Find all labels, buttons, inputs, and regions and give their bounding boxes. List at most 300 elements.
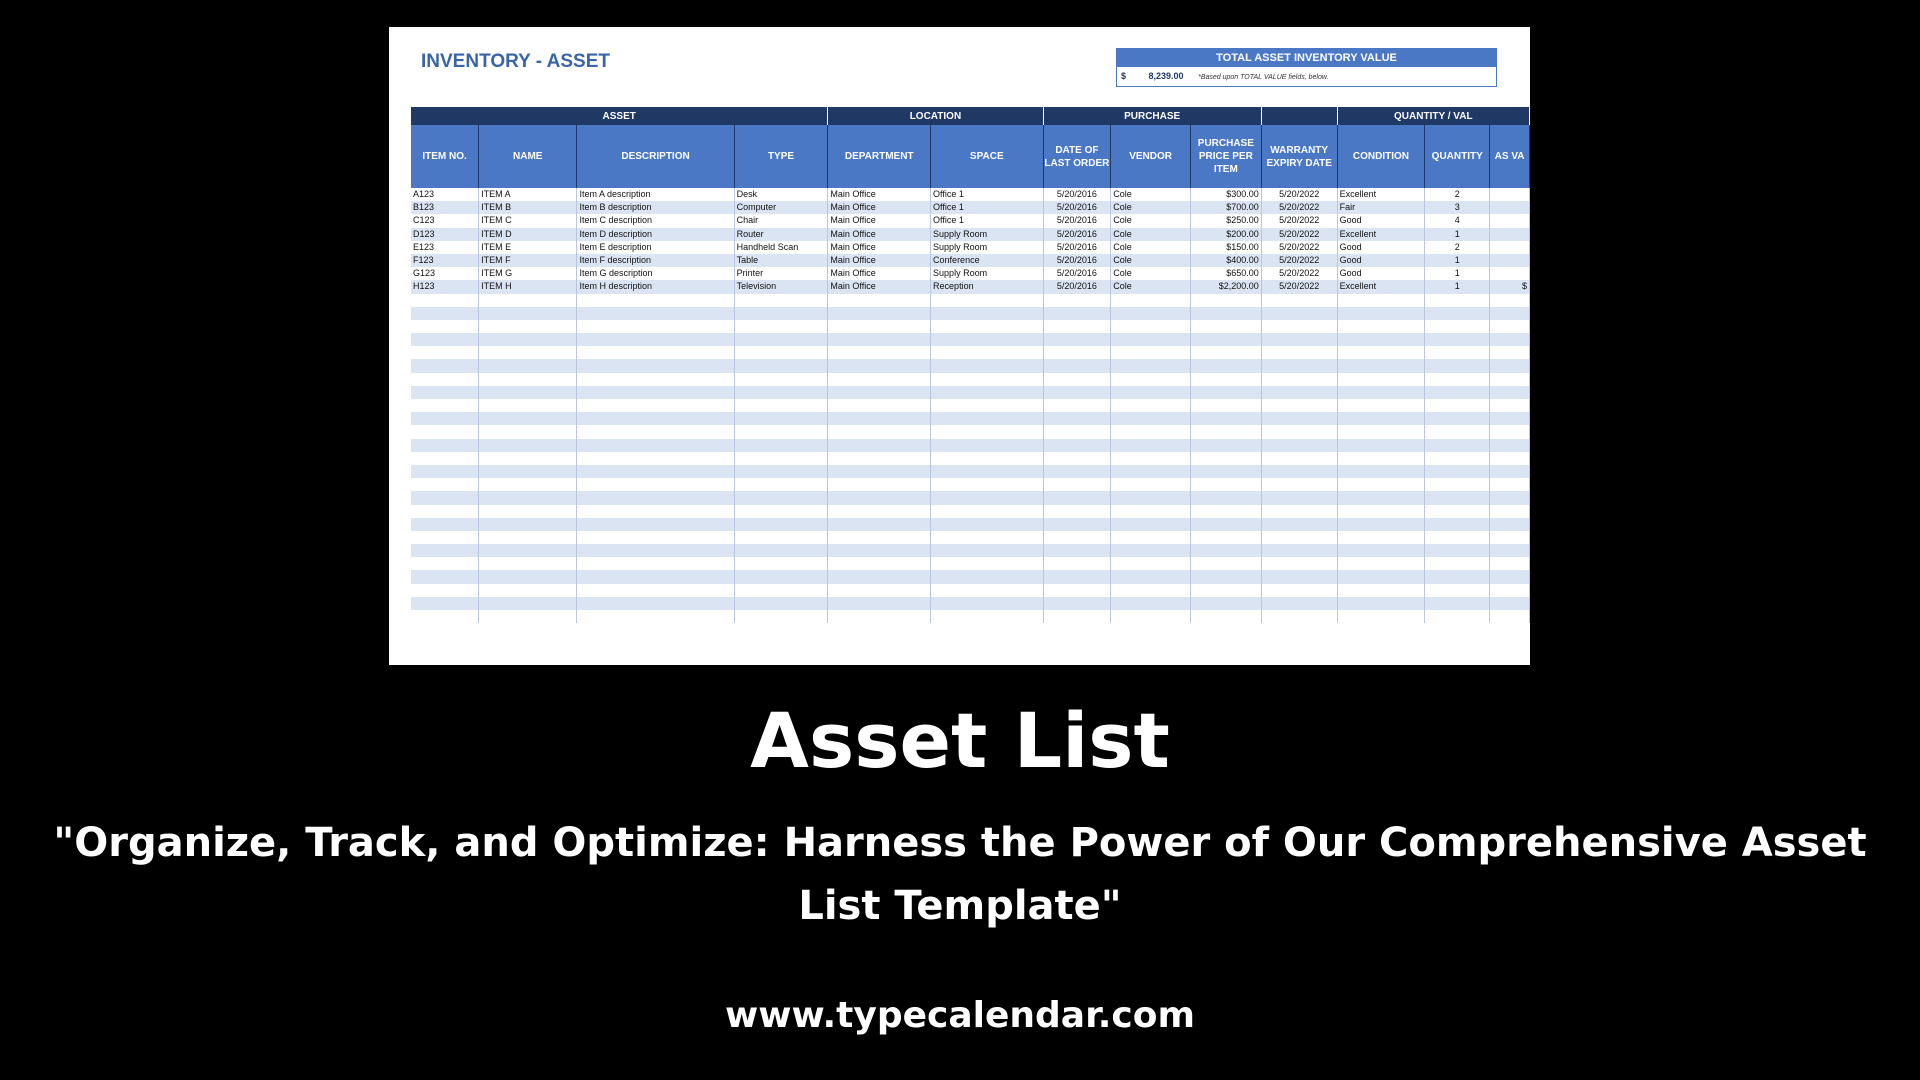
group-header: ASSET (411, 107, 828, 125)
table-cell (1490, 399, 1530, 412)
table-cell (931, 505, 1043, 518)
table-cell: $650.00 (1190, 267, 1261, 280)
column-header: DEPARTMENT (828, 125, 931, 188)
table-cell (577, 531, 734, 544)
table-row (411, 280, 1530, 293)
table-cell (734, 452, 828, 465)
table-cell (1261, 425, 1337, 438)
table-cell (828, 346, 931, 359)
column-header: DESCRIPTION (577, 125, 734, 188)
table-cell (1490, 228, 1530, 241)
table-cell: Excellent (1337, 228, 1425, 241)
table-cell (931, 320, 1043, 333)
table-cell (479, 505, 577, 518)
table-cell (1490, 439, 1530, 452)
table-cell (411, 505, 479, 518)
table-cell (1190, 294, 1261, 307)
table-cell (1490, 597, 1530, 610)
table-cell (1190, 373, 1261, 386)
table-cell: $2,200.00 (1190, 280, 1261, 293)
table-cell (1261, 320, 1337, 333)
group-header (1261, 107, 1337, 125)
table-cell: ITEM H (479, 280, 577, 293)
table-cell (479, 320, 577, 333)
table-cell (734, 333, 828, 346)
table-cell: Cole (1111, 254, 1191, 267)
table-cell (577, 518, 734, 531)
table-cell (479, 346, 577, 359)
table-cell: ITEM C (479, 214, 577, 227)
table-cell (1337, 386, 1425, 399)
table-cell: C123 (411, 214, 479, 227)
table-cell (1490, 346, 1530, 359)
table-cell (828, 452, 931, 465)
table-cell (1337, 544, 1425, 557)
table-cell (828, 386, 931, 399)
table-cell (1190, 359, 1261, 372)
table-cell: E123 (411, 241, 479, 254)
table-cell (411, 465, 479, 478)
table-cell (1190, 346, 1261, 359)
table-cell (1261, 478, 1337, 491)
table-cell (1043, 346, 1111, 359)
table-cell (828, 518, 931, 531)
table-cell (1190, 518, 1261, 531)
table-body (411, 188, 1530, 623)
table-cell: Cole (1111, 228, 1191, 241)
sheet-title: INVENTORY - ASSET (421, 51, 610, 72)
table-cell: Office 1 (931, 201, 1043, 214)
table-cell (1337, 452, 1425, 465)
table-cell (1111, 373, 1191, 386)
table-cell (931, 465, 1043, 478)
table-cell: 5/20/2022 (1261, 280, 1337, 293)
table-cell (577, 425, 734, 438)
table-cell (479, 610, 577, 623)
table-cell (1425, 307, 1490, 320)
table-cell (1190, 544, 1261, 557)
table-cell (931, 307, 1043, 320)
table-cell (734, 359, 828, 372)
table-cell: Cole (1111, 280, 1191, 293)
table-cell: 5/20/2016 (1043, 201, 1111, 214)
table-cell: Chair (734, 214, 828, 227)
table-cell (1111, 452, 1191, 465)
table-cell (1261, 597, 1337, 610)
site-url: www.typecalendar.com (725, 995, 1195, 1036)
table-cell (734, 557, 828, 570)
table-cell (1261, 505, 1337, 518)
asset-table (411, 107, 1530, 623)
table-cell (1261, 439, 1337, 452)
total-note: *Based upon TOTAL VALUE fields, below. (1198, 74, 1329, 81)
table-cell: Excellent (1337, 280, 1425, 293)
table-cell (577, 412, 734, 425)
table-cell: Supply Room (931, 267, 1043, 280)
table-cell (828, 439, 931, 452)
table-cell (411, 518, 479, 531)
table-cell (734, 518, 828, 531)
table-cell (411, 386, 479, 399)
table-cell (1111, 610, 1191, 623)
table-cell: Cole (1111, 241, 1191, 254)
table-cell (411, 425, 479, 438)
table-cell (1425, 570, 1490, 583)
table-cell: Conference (931, 254, 1043, 267)
table-cell (828, 333, 931, 346)
table-row (411, 531, 1530, 544)
table-cell (1043, 373, 1111, 386)
table-row (411, 544, 1530, 557)
table-cell (931, 386, 1043, 399)
table-cell (734, 505, 828, 518)
table-cell (577, 294, 734, 307)
column-header: WARRANTY EXPIRY DATE (1261, 125, 1337, 188)
group-header-row (411, 107, 1530, 125)
table-cell: $400.00 (1190, 254, 1261, 267)
table-cell (734, 465, 828, 478)
table-cell (1111, 584, 1191, 597)
table-cell (828, 505, 931, 518)
table-cell: 5/20/2022 (1261, 201, 1337, 214)
table-cell (1490, 531, 1530, 544)
table-cell: Item H description (577, 280, 734, 293)
table-cell (577, 610, 734, 623)
table-cell (1337, 346, 1425, 359)
table-cell (479, 465, 577, 478)
table-cell (1043, 531, 1111, 544)
table-cell (1490, 214, 1530, 227)
table-cell (479, 333, 577, 346)
table-row (411, 373, 1530, 386)
table-cell: F123 (411, 254, 479, 267)
table-cell (577, 491, 734, 504)
table-cell: Cole (1111, 201, 1191, 214)
group-header: LOCATION (828, 107, 1043, 125)
table-cell (734, 386, 828, 399)
table-cell (411, 531, 479, 544)
table-cell (1337, 359, 1425, 372)
table-cell (1261, 399, 1337, 412)
table-cell: ITEM D (479, 228, 577, 241)
table-cell (411, 439, 479, 452)
table-cell (734, 425, 828, 438)
table-cell (1490, 320, 1530, 333)
table-cell (1043, 386, 1111, 399)
table-cell (1261, 584, 1337, 597)
table-cell (1337, 333, 1425, 346)
table-cell (411, 359, 479, 372)
table-cell (734, 531, 828, 544)
table-cell (1490, 333, 1530, 346)
table-cell (1043, 412, 1111, 425)
table-cell (479, 399, 577, 412)
table-cell: 5/20/2016 (1043, 267, 1111, 280)
table-cell (411, 610, 479, 623)
table-cell (1111, 439, 1191, 452)
table-row (411, 570, 1530, 583)
table-cell (1337, 557, 1425, 570)
table-cell (1425, 412, 1490, 425)
table-cell: Office 1 (931, 214, 1043, 227)
table-cell (1111, 518, 1191, 531)
table-cell (577, 597, 734, 610)
table-cell (577, 333, 734, 346)
table-row (411, 505, 1530, 518)
table-cell: 5/20/2022 (1261, 188, 1337, 201)
table-cell (1111, 544, 1191, 557)
table-cell (1337, 570, 1425, 583)
table-cell: Main Office (828, 254, 931, 267)
table-cell (828, 412, 931, 425)
table-cell (931, 544, 1043, 557)
table-row (411, 399, 1530, 412)
table-cell (1490, 465, 1530, 478)
table-cell: Good (1337, 267, 1425, 280)
table-cell: Television (734, 280, 828, 293)
table-cell (577, 346, 734, 359)
table-cell (1425, 346, 1490, 359)
table-cell: 5/20/2016 (1043, 241, 1111, 254)
table-cell (577, 544, 734, 557)
column-header: CONDITION (1337, 125, 1425, 188)
table-cell (577, 373, 734, 386)
table-cell (734, 544, 828, 557)
table-cell (1190, 531, 1261, 544)
table-cell (734, 439, 828, 452)
table-cell (1261, 412, 1337, 425)
table-cell: Main Office (828, 280, 931, 293)
column-header: NAME (479, 125, 577, 188)
table-cell (479, 425, 577, 438)
table-cell (1190, 505, 1261, 518)
table-cell (1337, 584, 1425, 597)
table-cell: Item A description (577, 188, 734, 201)
table-cell (479, 412, 577, 425)
table-cell: Item E description (577, 241, 734, 254)
table-cell (734, 307, 828, 320)
spreadsheet-screenshot (389, 27, 1530, 665)
table-cell (1111, 333, 1191, 346)
table-cell (931, 570, 1043, 583)
table-cell (1111, 412, 1191, 425)
table-cell (828, 597, 931, 610)
table-cell (479, 518, 577, 531)
table-cell (1337, 294, 1425, 307)
table-cell (1111, 307, 1191, 320)
table-cell (931, 491, 1043, 504)
table-cell (1490, 241, 1530, 254)
table-cell (828, 531, 931, 544)
table-cell (931, 518, 1043, 531)
table-cell (479, 386, 577, 399)
table-cell (1043, 359, 1111, 372)
table-cell (931, 557, 1043, 570)
table-cell (1261, 465, 1337, 478)
table-cell (577, 320, 734, 333)
table-cell (479, 373, 577, 386)
table-cell (1261, 307, 1337, 320)
table-cell (1043, 478, 1111, 491)
table-cell (1337, 425, 1425, 438)
table-cell (411, 452, 479, 465)
table-cell (931, 610, 1043, 623)
table-cell: Handheld Scan (734, 241, 828, 254)
table-cell: 5/20/2016 (1043, 228, 1111, 241)
table-cell: Item C description (577, 214, 734, 227)
table-cell: $150.00 (1190, 241, 1261, 254)
table-cell: Main Office (828, 214, 931, 227)
column-header: ITEM NO. (411, 125, 479, 188)
table-cell: Cole (1111, 188, 1191, 201)
table-cell (1111, 320, 1191, 333)
table-cell (479, 557, 577, 570)
table-cell (1111, 505, 1191, 518)
table-row (411, 214, 1530, 227)
table-cell (1490, 491, 1530, 504)
table-cell (577, 386, 734, 399)
table-cell (1261, 452, 1337, 465)
table-cell (1425, 294, 1490, 307)
table-cell (1190, 570, 1261, 583)
table-row (411, 267, 1530, 280)
table-cell (1261, 491, 1337, 504)
table-cell (1111, 465, 1191, 478)
table-cell: Cole (1111, 214, 1191, 227)
table-cell (1261, 294, 1337, 307)
table-cell (1337, 610, 1425, 623)
table-cell (1190, 584, 1261, 597)
table-cell (1337, 399, 1425, 412)
table-cell (734, 491, 828, 504)
group-header: PURCHASE (1043, 107, 1261, 125)
table-cell (828, 373, 931, 386)
table-cell (1490, 307, 1530, 320)
table-cell (828, 491, 931, 504)
table-cell (1261, 359, 1337, 372)
table-cell: 5/20/2022 (1261, 228, 1337, 241)
table-cell (1111, 425, 1191, 438)
table-cell: ITEM A (479, 188, 577, 201)
table-row (411, 188, 1530, 201)
table-cell (411, 307, 479, 320)
table-cell (1337, 307, 1425, 320)
table-cell: ITEM G (479, 267, 577, 280)
table-cell (1043, 557, 1111, 570)
table-cell (1261, 557, 1337, 570)
table-cell: Office 1 (931, 188, 1043, 201)
table-cell (1337, 478, 1425, 491)
table-cell (1490, 505, 1530, 518)
table-cell (1111, 386, 1191, 399)
table-cell (1043, 425, 1111, 438)
table-cell (1490, 452, 1530, 465)
table-cell (577, 399, 734, 412)
table-cell (1425, 544, 1490, 557)
table-cell: 5/20/2016 (1043, 214, 1111, 227)
table-cell (1043, 320, 1111, 333)
table-cell (1190, 399, 1261, 412)
table-cell (1425, 386, 1490, 399)
table-cell (1261, 518, 1337, 531)
table-cell: Main Office (828, 241, 931, 254)
table-cell (1043, 399, 1111, 412)
table-cell (1425, 399, 1490, 412)
table-cell: H123 (411, 280, 479, 293)
table-cell (1111, 294, 1191, 307)
table-cell (411, 491, 479, 504)
table-cell (1425, 531, 1490, 544)
table-cell: $250.00 (1190, 214, 1261, 227)
table-cell (1425, 505, 1490, 518)
table-cell (931, 412, 1043, 425)
table-cell (479, 307, 577, 320)
table-cell: 5/20/2022 (1261, 254, 1337, 267)
table-cell (411, 399, 479, 412)
table-cell (1425, 478, 1490, 491)
table-cell (1425, 610, 1490, 623)
table-cell (734, 320, 828, 333)
table-cell (479, 544, 577, 557)
table-cell (577, 584, 734, 597)
table-cell: Reception (931, 280, 1043, 293)
table-cell (1111, 597, 1191, 610)
table-cell (1425, 584, 1490, 597)
table-cell (577, 439, 734, 452)
table-cell (828, 584, 931, 597)
table-cell (411, 478, 479, 491)
table-row (411, 491, 1530, 504)
table-cell: Desk (734, 188, 828, 201)
table-cell (1261, 373, 1337, 386)
table-cell (1261, 386, 1337, 399)
table-cell: Router (734, 228, 828, 241)
table-cell (1190, 452, 1261, 465)
table-cell: $ (1490, 280, 1530, 293)
table-cell (411, 597, 479, 610)
table-cell: B123 (411, 201, 479, 214)
table-cell (1425, 557, 1490, 570)
table-cell (1337, 531, 1425, 544)
table-cell (411, 346, 479, 359)
table-cell (1337, 412, 1425, 425)
table-cell (1261, 346, 1337, 359)
table-cell (1190, 320, 1261, 333)
table-cell (479, 294, 577, 307)
table-cell (1190, 439, 1261, 452)
table-cell (1425, 359, 1490, 372)
table-cell (1261, 610, 1337, 623)
table-cell (1190, 333, 1261, 346)
table-cell (931, 346, 1043, 359)
table-cell (1425, 597, 1490, 610)
table-cell (1043, 597, 1111, 610)
table-cell (1490, 294, 1530, 307)
table-cell (828, 478, 931, 491)
table-cell (1337, 439, 1425, 452)
table-cell (931, 399, 1043, 412)
table-cell (828, 610, 931, 623)
table-cell: A123 (411, 188, 479, 201)
table-cell (1043, 439, 1111, 452)
table-cell (1337, 491, 1425, 504)
table-cell (1043, 505, 1111, 518)
table-cell: Main Office (828, 188, 931, 201)
table-cell (577, 557, 734, 570)
table-cell (1490, 425, 1530, 438)
table-cell (1043, 307, 1111, 320)
table-cell (411, 294, 479, 307)
